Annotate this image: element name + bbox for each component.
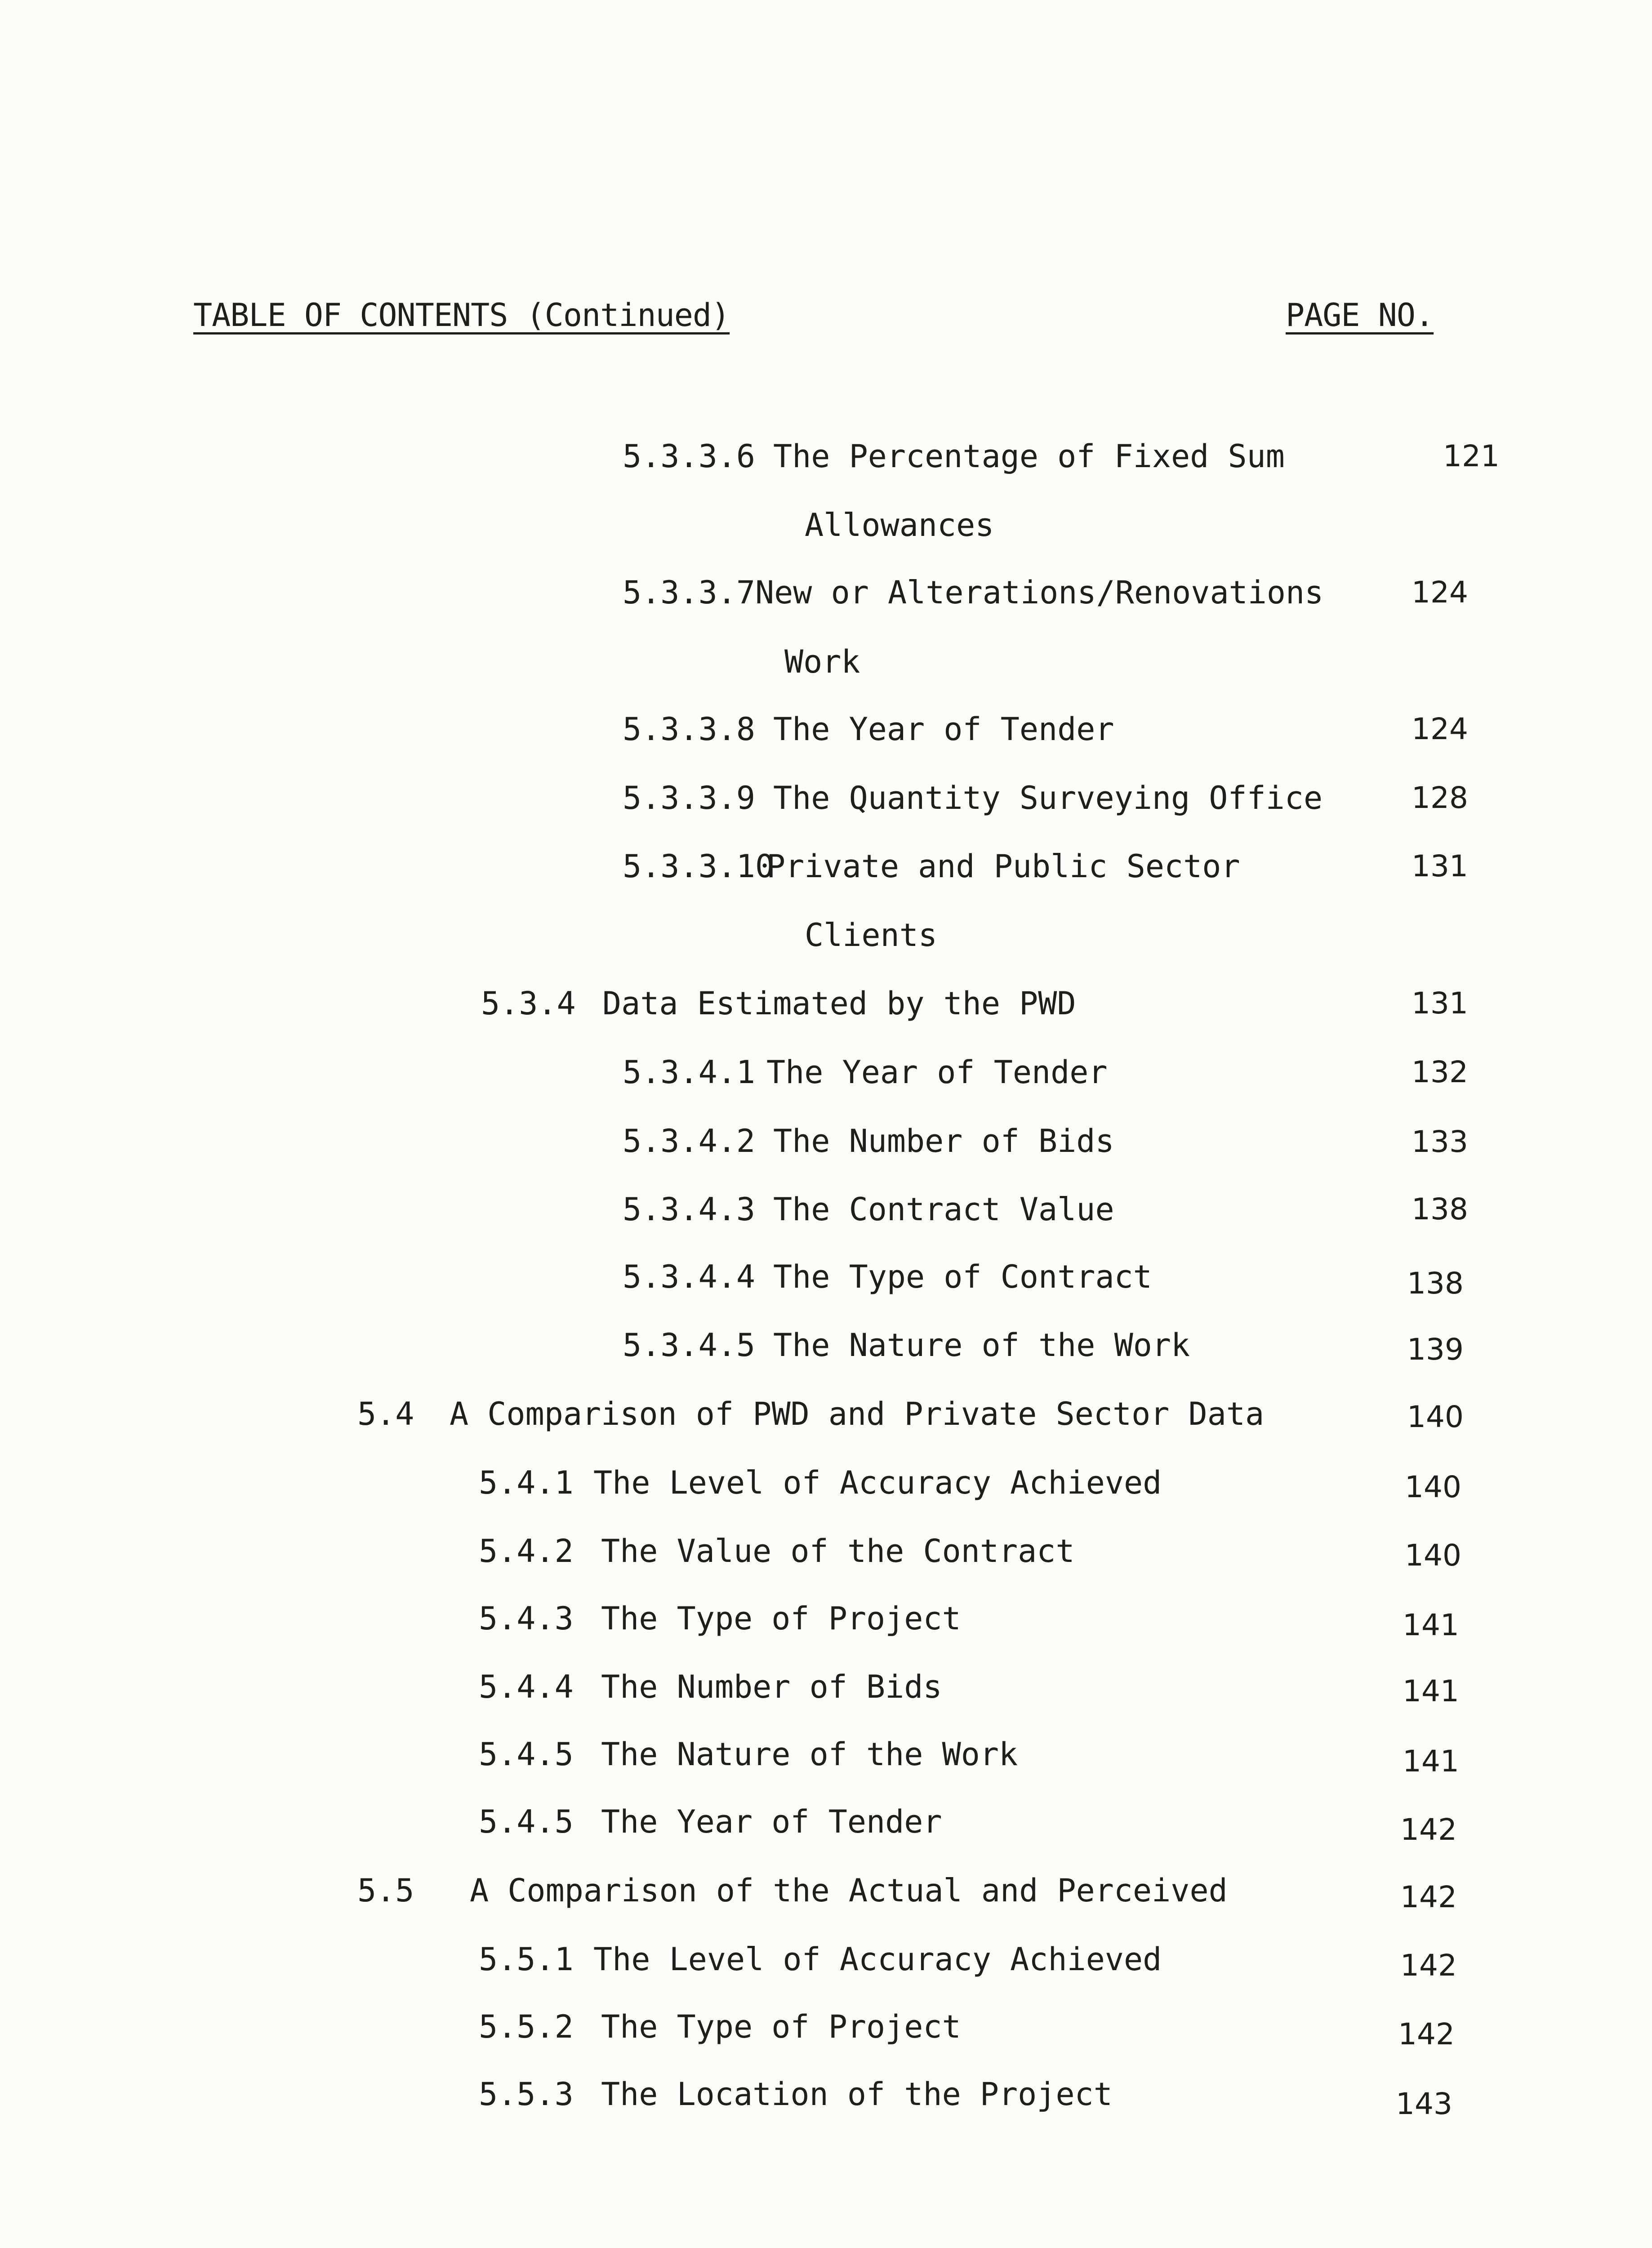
section-title: New or Alterations/Renovations xyxy=(755,574,1324,611)
page-number: 142 xyxy=(1398,2017,1455,2052)
section-number: 5.3.3.8 xyxy=(623,711,756,748)
section-number: 5.5.2 xyxy=(479,2008,574,2045)
section-number: 5.4 xyxy=(357,1396,414,1432)
section-title: The Number of Bids xyxy=(773,1123,1114,1160)
section-title-continuation: Clients xyxy=(805,917,938,954)
section-number: 5.4.3 xyxy=(479,1600,574,1637)
section-number: 5.3.3.9 xyxy=(623,780,756,816)
section-title: The Year of Tender xyxy=(773,711,1114,748)
page-number: 124 xyxy=(1412,712,1468,746)
section-title: The Percentage of Fixed Sum xyxy=(773,438,1285,475)
section-number: 5.3.3.7 xyxy=(623,574,756,611)
page-number-heading: PAGE NO. xyxy=(1286,297,1434,334)
section-number: 5.3.4.5 xyxy=(623,1327,756,1364)
page-number: 133 xyxy=(1412,1124,1468,1159)
page-number: 140 xyxy=(1407,1400,1464,1434)
section-title: The Type of Project xyxy=(601,2008,961,2045)
section-title: Private and Public Sector xyxy=(766,848,1240,885)
section-number: 5.5.1 xyxy=(479,1941,574,1978)
section-number: 5.3.4.2 xyxy=(623,1123,756,1160)
section-title: The Value of the Contract xyxy=(601,1533,1075,1570)
section-title: The Level of Accuracy Achieved xyxy=(593,1941,1162,1978)
section-title: The Nature of the Work xyxy=(773,1327,1190,1364)
section-title: The Year of Tender xyxy=(601,1803,942,1840)
section-number: 5.3.4.1 xyxy=(623,1054,756,1091)
section-title: A Comparison of the Actual and Perceived xyxy=(470,1872,1228,1909)
page-number: 142 xyxy=(1400,1948,1457,1983)
page-number: 140 xyxy=(1405,1470,1461,1504)
page-number: 142 xyxy=(1400,1812,1457,1847)
section-title: The Location of the Project xyxy=(601,2076,1113,2113)
section-title: The Quantity Surveying Office xyxy=(773,780,1323,816)
section-title: A Comparison of PWD and Private Sector Data xyxy=(450,1396,1265,1432)
page-number: 139 xyxy=(1407,1332,1464,1367)
section-title: The Type of Contract xyxy=(773,1258,1152,1295)
page-number: 128 xyxy=(1412,781,1468,815)
section-number: 5.3.4 xyxy=(481,985,576,1022)
page-number: 138 xyxy=(1412,1192,1468,1227)
page-number: 131 xyxy=(1412,986,1468,1021)
section-number: 5.5 xyxy=(357,1872,414,1909)
page-number: 141 xyxy=(1403,1674,1459,1708)
section-number: 5.4.5 xyxy=(479,1803,574,1840)
page-number: 141 xyxy=(1403,1744,1459,1779)
section-title: The Level of Accuracy Achieved xyxy=(593,1464,1162,1501)
section-title-continuation: Allowances xyxy=(805,507,994,544)
section-title: The Year of Tender xyxy=(766,1054,1108,1091)
section-number: 5.3.4.3 xyxy=(623,1191,756,1228)
section-number: 5.3.3.10 xyxy=(623,848,775,885)
section-number: 5.4.2 xyxy=(479,1533,574,1570)
section-title: The Number of Bids xyxy=(601,1668,942,1705)
page-number: 141 xyxy=(1403,1608,1459,1642)
page-number: 142 xyxy=(1400,1880,1457,1914)
section-number: 5.3.4.4 xyxy=(623,1258,756,1295)
section-number: 5.4.1 xyxy=(479,1464,574,1501)
toc-heading: TABLE OF CONTENTS (Continued) xyxy=(193,297,730,334)
section-title: The Type of Project xyxy=(601,1600,961,1637)
section-title: The Nature of the Work xyxy=(601,1736,1018,1773)
page-number: 121 xyxy=(1443,439,1500,473)
section-title-continuation: Work xyxy=(784,643,860,680)
page-number: 124 xyxy=(1412,575,1468,610)
section-number: 5.4.4 xyxy=(479,1668,574,1705)
page-number: 140 xyxy=(1405,1538,1461,1573)
page-number: 143 xyxy=(1396,2087,1452,2121)
section-number: 5.5.3 xyxy=(479,2076,574,2113)
section-number: 5.3.3.6 xyxy=(623,438,756,475)
page-number: 138 xyxy=(1407,1266,1464,1301)
section-title: Data Estimated by the PWD xyxy=(602,985,1076,1022)
page-number: 131 xyxy=(1412,849,1468,883)
section-title: The Contract Value xyxy=(773,1191,1114,1228)
section-number: 5.4.5 xyxy=(479,1736,574,1773)
page-number: 132 xyxy=(1412,1055,1468,1089)
